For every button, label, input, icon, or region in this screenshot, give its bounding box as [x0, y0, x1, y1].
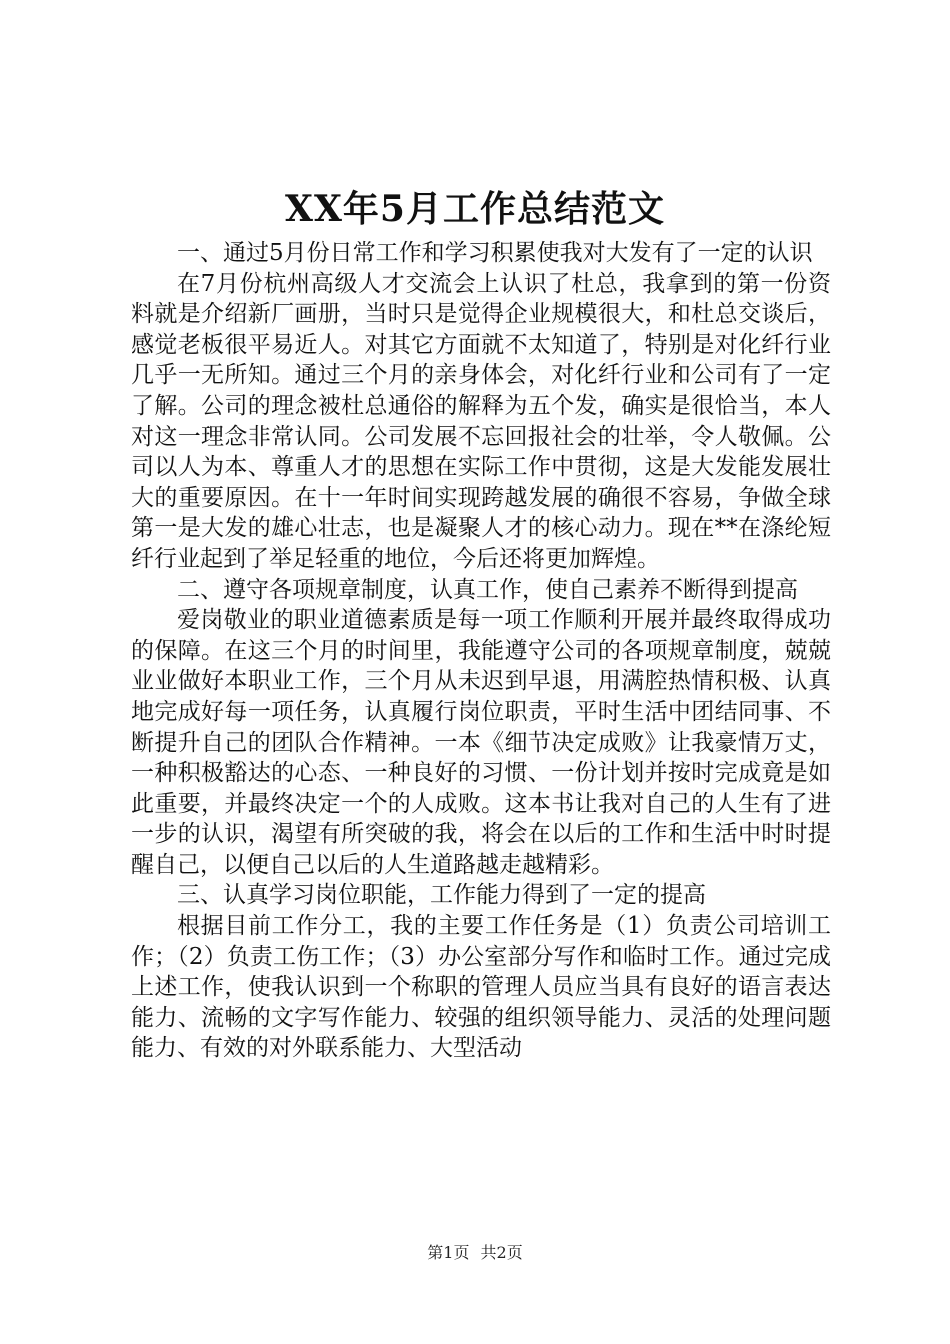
section-heading-1: 一、通过5月份日常工作和学习积累使我对大发有了一定的认识: [177, 240, 813, 266]
section-heading-3: 三、认真学习岗位职能，工作能力得到了一定的提高: [177, 882, 706, 909]
document-title: XX年5月工作总结范文: [285, 188, 665, 230]
page-total: 共2页: [480, 1243, 523, 1262]
paragraph-1: 在7月份杭州高级人才交流会上认识了杜总，我拿到的第一份资料就是介绍新厂画册，当时只是觉得企业规模很大，和杜总交谈后，感觉老板很平易近人。对其它方面就不太知道了，特别是对化纤行业几乎一无所知。通过三个月的亲身体会，对化纤行业和公司有了一定了解。公司的理念被杜总通俗的解释为五个发，确实是很恰当，本人对这一理念非常认同。公司发展不忘回报社会的壮举，令人敬佩。公司以人为本、尊重人才的思想在实际工作中贯彻，这是大发能发展壮大的重要原因。在十一年时间实现跨越发展的确很不容易，争做全球第一是大发的雄心壮志，也是凝聚人才的核心动力。现在**在涤纶短纤行业起到了举足轻重的地位，今后还将更加辉煌。: [131, 270, 831, 572]
paragraph-2: 爱岗敬业的职业道德素质是每一项工作顺利开展并最终取得成功的保障。在这三个月的时间里，我能遵守公司的各项规章制度，兢兢业业做好本职业工作，三个月从未迟到早退，用满腔热情积极、认真地完成好每一项任务，认真履行岗位职责，平时生活中团结同事、不断提升自己的团队合作精神。一本《细节决定成败》让我豪情万丈，一种积极豁达的心态、一种良好的习惯、一份计划并按时完成竟是如此重要，并最终决定一个的人成败。这本书让我对自己的人生有了进一步的认识，渴望有所突破的我，将会在以后的工作和生活中时时提醒自己，以便自己以后的人生道路越走越精彩。: [131, 607, 831, 878]
document-body: [131, 238, 831, 1064]
page-number: 第1页: [427, 1243, 470, 1262]
paragraph-3: 根据目前工作分工，我的主要工作任务是（1）负责公司培训工作；（2）负责工伤工作；（3）办公室部分写作和临时工作。通过完成上述工作，使我认识到一个称职的管理人员应当具有良好的语言表达能力、流畅的文字写作能力、较强的组织领导能力、灵活的处理问题能力、有效的对外联系能力、大型活动: [131, 913, 831, 1062]
page-footer: [0, 1242, 950, 1264]
section-heading-2: 二、遵守各项规章制度，认真工作，使自己素养不断得到提高: [177, 576, 798, 603]
